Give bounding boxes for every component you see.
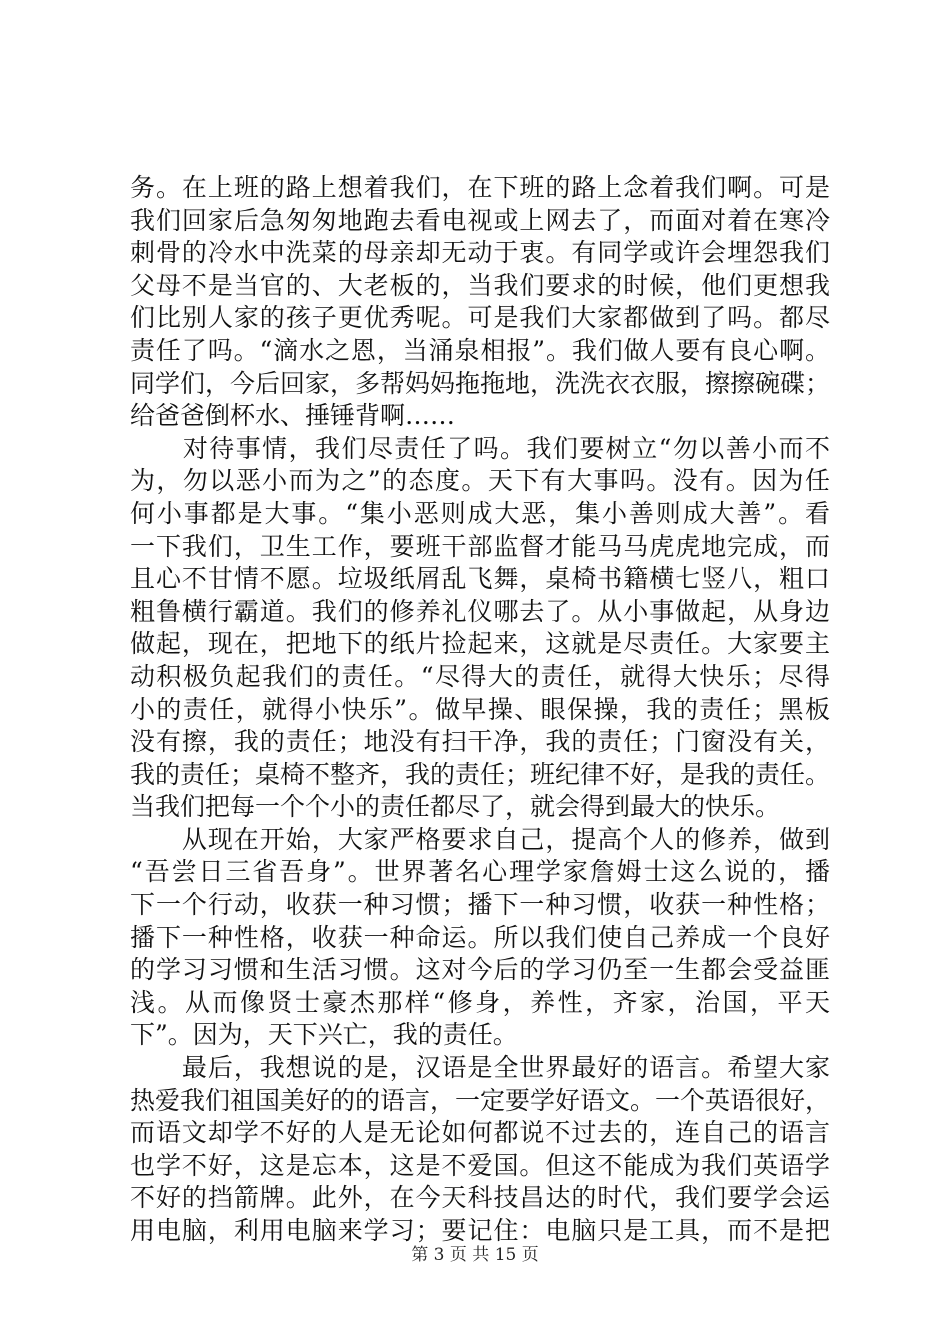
text-line: 从现在开始，大家严格要求自己，提高个人的修养，做到 [130, 824, 830, 854]
text-line: 粗鲁横行霸道。我们的修养礼仪哪去了。从小事做起，从身边 [130, 596, 830, 626]
text-line: 责任了吗。“滴水之恩，当涌泉相报”。我们做人要有良心啊。 [130, 335, 830, 365]
text-line: 我的责任；桌椅不整齐，我的责任；班纪律不好，是我的责任。 [130, 759, 831, 789]
text-line: 没有擦，我的责任；地没有扫干净，我的责任；门窗没有关， [130, 727, 830, 757]
document-body [130, 172, 830, 1248]
text-line: “吾尝日三省吾身”。世界著名心理学家詹姆士这么说的，播 [130, 857, 830, 887]
text-line: 不好的挡箭牌。此外，在今天科技昌达的时代，我们要学会运 [130, 1183, 830, 1213]
text-line: 当我们把每一个个小的责任都尽了，就会得到最大的快乐。 [130, 792, 781, 822]
text-line: 何小事都是大事。“集小恶则成大恶，集小善则成大善”。看 [130, 498, 830, 528]
text-line: 用电脑，利用电脑来学习；要记住：电脑只是工具，而不是把 [130, 1216, 830, 1245]
text-line: 下”。因为，天下兴亡，我的责任。 [130, 1020, 518, 1050]
text-line: 且心不甘情不愿。垃圾纸屑乱飞舞，桌椅书籍横七竖八，粗口 [130, 564, 830, 594]
text-line: 播下一种性格，收获一种命运。所以我们使自己养成一个良好 [130, 922, 830, 952]
text-line: 的学习习惯和生活习惯。这对今后的学习仍至一生都会受益匪 [130, 955, 830, 985]
text-line: 对待事情，我们尽责任了吗。我们要树立“勿以善小而不 [130, 433, 830, 463]
text-line: 刺骨的冷水中洗菜的母亲却无动于衷。有同学或许会埋怨我们 [130, 238, 830, 268]
text-line: 浅。从而像贤士豪杰那样“修身，养性，齐家，治国，平天 [130, 987, 830, 1017]
text-line: 热爱我们祖国美好的的语言，一定要学好语文。一个英语很好， [130, 1085, 831, 1115]
text-line: 下一个行动，收获一种习惯；播下一种习惯，收获一种性格； [130, 890, 830, 920]
text-line: 同学们，今后回家，多帮妈妈拖拖地，洗洗衣衣服，擦擦碗碟； [130, 368, 831, 398]
text-line: 为，勿以恶小而为之”的态度。天下有大事吗。没有。因为任 [130, 466, 830, 496]
text-line: 们比别人家的孩子更优秀呢。可是我们大家都做到了吗。都尽 [130, 303, 830, 333]
text-line: 务。在上班的路上想着我们，在下班的路上念着我们啊。可是 [130, 173, 830, 202]
text-line: 做起，现在，把地下的纸片捡起来，这就是尽责任。大家要主 [130, 629, 830, 659]
page-number-footer: 第 3 页 共 15 页 [411, 1245, 539, 1265]
text-line: 也学不好，这是忘本，这是不爱国。但这不能成为我们英语学 [130, 1150, 830, 1180]
text-line: 小的责任，就得小快乐”。做早操、眼保操，我的责任；黑板 [130, 694, 830, 724]
text-line: 动积极负起我们的责任。“尽得大的责任，就得大快乐；尽得 [130, 661, 830, 691]
text-line: 我们回家后急匆匆地跑去看电视或上网去了，而面对着在寒冷 [130, 205, 830, 235]
text-line: 父母不是当官的、大老板的，当我们要求的时候，他们更想我 [130, 270, 830, 300]
text-line: 一下我们，卫生工作，要班干部监督才能马马虎虎地完成，而 [130, 531, 830, 561]
text-line: 而语文却学不好的人是无论如何都说不过去的，连自己的语言 [130, 1118, 830, 1148]
text-line: 给爸爸倒杯水、捶锤背啊…… [130, 401, 456, 431]
text-line: 最后，我想说的是，汉语是全世界最好的语言。希望大家 [130, 1053, 830, 1083]
